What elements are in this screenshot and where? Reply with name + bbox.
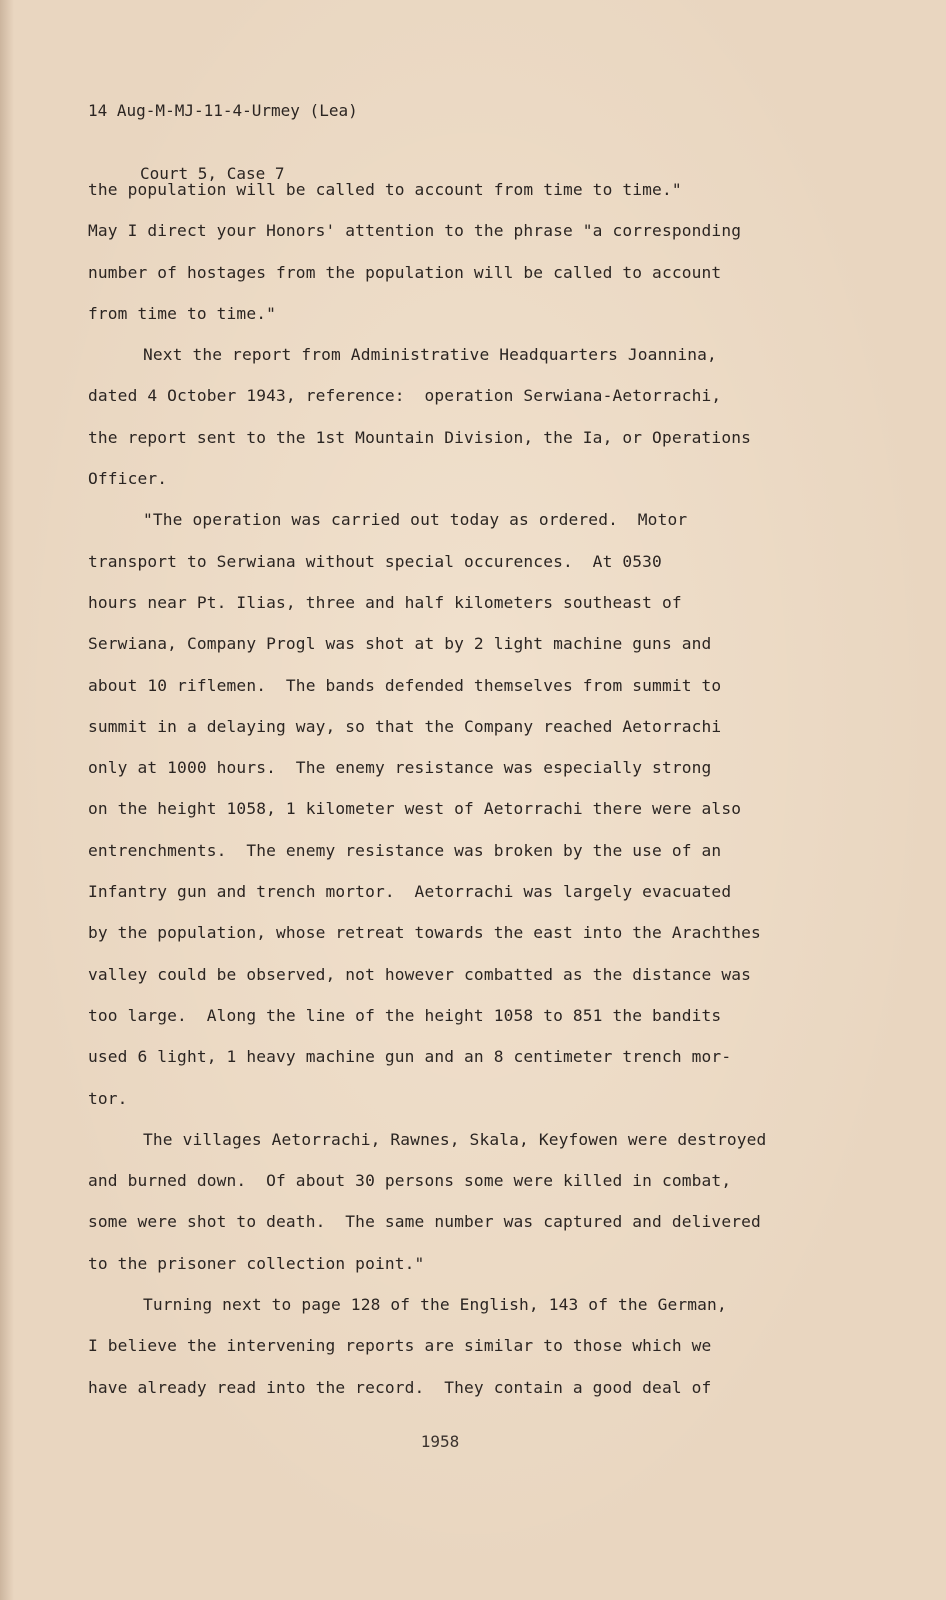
text-line: only at 1000 hours. The enemy resistance was especially strong xyxy=(88,758,712,778)
text-line: Infantry gun and trench mortor. Aetorrachi was largely evacuated xyxy=(88,882,732,902)
text-line: by the population, whose retreat towards the east into the Arachthes xyxy=(88,923,761,943)
text-line: summit in a delaying way, so that the Company reached Aetorrachi xyxy=(88,716,722,736)
text-line: entrenchments. The enemy resistance was broken by the use of an xyxy=(88,840,722,860)
text-line: used 6 light, 1 heavy machine gun and an 8 centimeter trench mor- xyxy=(88,1047,732,1067)
text-line: May I direct your Honors' attention to the phrase "a corresponding xyxy=(88,221,742,241)
text-line: dated 4 October 1943, reference: operation Serwiana-Aetorrachi, xyxy=(88,386,722,406)
text-line: I believe the intervening reports are similar to those which we xyxy=(88,1336,712,1356)
text-line: to the prisoner collection point." xyxy=(88,1253,425,1273)
header-court-case: Court 5, Case 7 xyxy=(140,164,285,183)
text-line: Next the report from Administrative Headquarters Joannina, xyxy=(143,345,717,365)
text-line: Serwiana, Company Progl was shot at by 2 light machine guns and xyxy=(88,634,712,654)
page-number: 1958 xyxy=(420,1432,460,1451)
transcript-body xyxy=(88,176,808,1415)
text-line: "The operation was carried out today as ordered. Motor xyxy=(143,510,688,530)
text-line: from time to time." xyxy=(88,303,277,323)
text-line: tor. xyxy=(88,1088,128,1108)
text-line: The villages Aetorrachi, Rawnes, Skala, Keyfowen were destroyed xyxy=(143,1129,767,1149)
text-line: hours near Pt. Ilias, three and half kilometers southeast of xyxy=(88,592,682,612)
page-edge-shadow xyxy=(0,0,14,1600)
text-line: the population will be called to account from time to time." xyxy=(88,180,682,199)
header-reference: 14 Aug-M-MJ-11-4-Urmey (Lea) xyxy=(88,101,358,120)
text-line: have already read into the record. They contain a good deal of xyxy=(88,1377,712,1397)
text-line: number of hostages from the population will be called to account xyxy=(88,262,722,282)
text-line: the report sent to the 1st Mountain Division, the Ia, or Operations xyxy=(88,427,752,447)
text-line: too large. Along the line of the height 1058 to 851 the bandits xyxy=(88,1005,722,1025)
text-line: on the height 1058, 1 kilometer west of Aetorrachi there were also xyxy=(88,799,742,819)
text-line: transport to Serwiana without special occurences. At 0530 xyxy=(88,551,662,571)
text-line: about 10 riflemen. The bands defended themselves from summit to xyxy=(88,675,722,695)
text-line: Turning next to page 128 of the English, 143 of the German, xyxy=(143,1295,727,1315)
text-line: Officer. xyxy=(88,469,168,489)
text-line: some were shot to death. The same number was captured and delivered xyxy=(88,1212,761,1232)
text-line: and burned down. Of about 30 persons some were killed in combat, xyxy=(88,1171,732,1191)
text-line: valley could be observed, not however combatted as the distance was xyxy=(88,964,752,984)
